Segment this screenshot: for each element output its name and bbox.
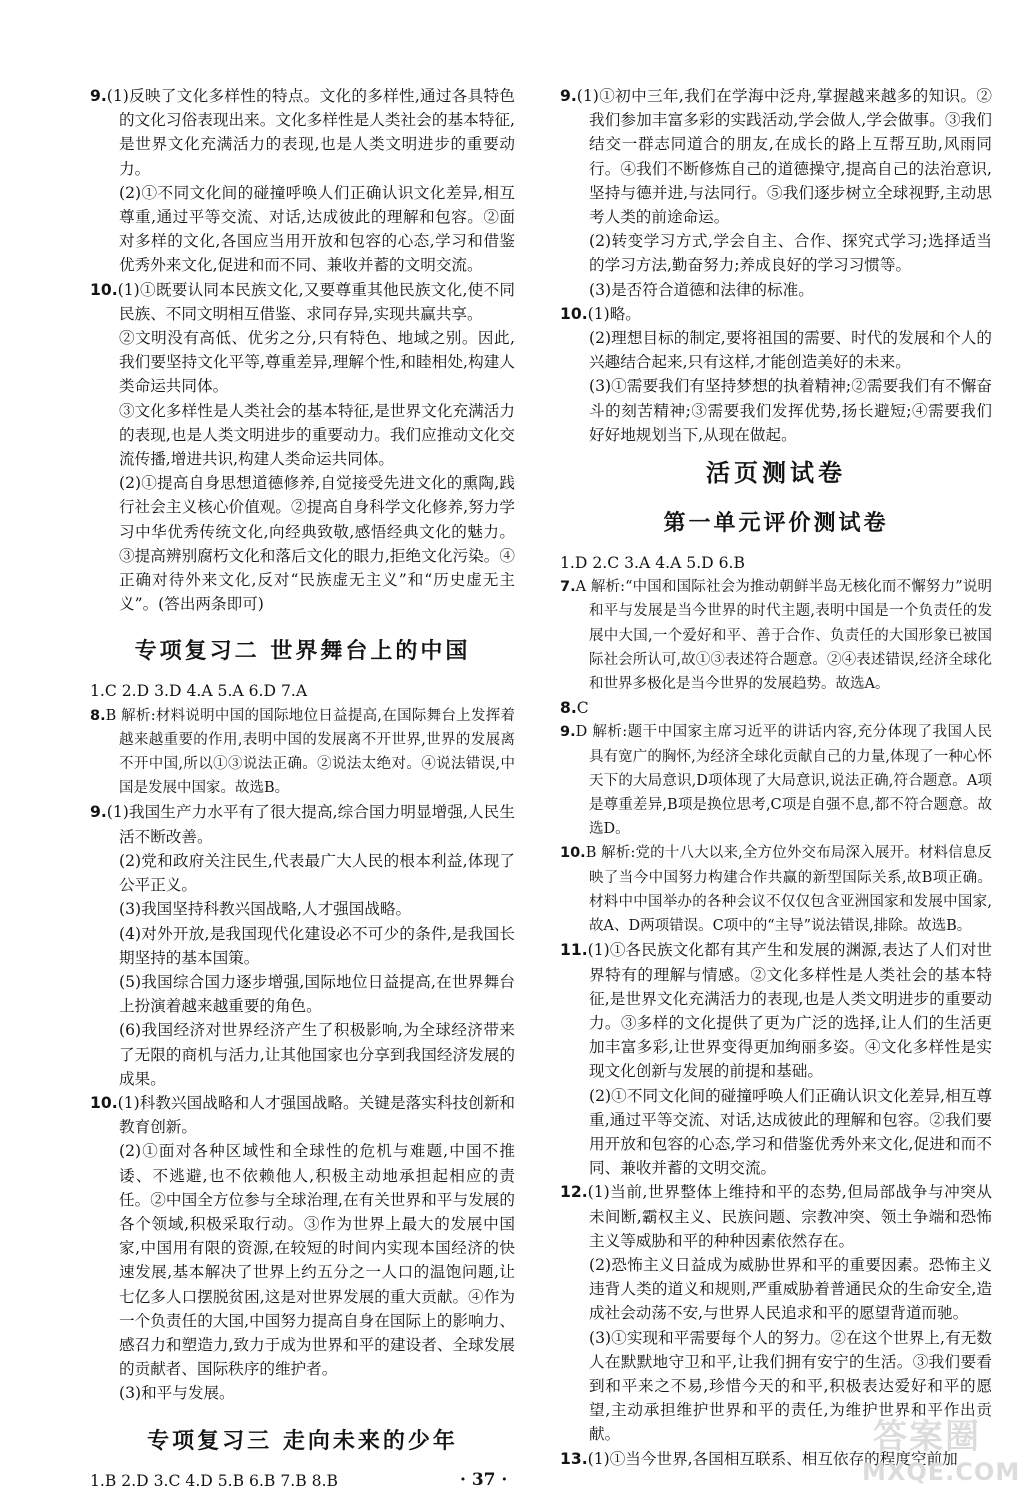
question-number: 8. <box>560 699 577 718</box>
answer-paragraph: (3)是否符合道德和法律的标准。 <box>589 280 814 299</box>
answer-text: B 解析:材料说明中国的国际地位日益提高,在国际舞台上发挥着越来越重要的作用,表明中国的发展离不开世界,世界的发展离不开中国,所以①③说法正确。②说法太绝对。④说法错误,中国是发展中国家。故选B。 <box>105 707 515 797</box>
answer-text: A 解析:“中国和国际社会为推动朝鲜半岛无核化而不懈努力”说明和平与发展是当今世界的时代主题,表明中国是一个负责任的发展中大国,一个爱好和平、善于合作、负责任的大国形象已被国际社会所认可,故①③表述符合题意。②④表述错误,经济全球化和世界多极化是当今世界的发展趋势。故选A。 <box>575 579 992 693</box>
choice-answers: 1.C 2.D 3.D 4.A 5.A 6.D 7.A <box>90 682 308 701</box>
answer-q10 <box>90 1091 515 1139</box>
answer-paragraph: (2)①不同文化间的碰撞呼唤人们正确认识文化差异,相互尊重,通过平等交流、对话,达成彼此的理解和包容。②我们要用开放和包容的心态,学习和借鉴优秀外来文化,促进和而不同、兼收并蓄的文明交流。 <box>589 1086 992 1178</box>
answer-paragraph: (6)我国经济对世界经济产生了积极影响,为全球经济带来了无限的商机与活力,让其他国家也分享到我国经济发展的成果。 <box>119 1021 515 1088</box>
question-number: 7. <box>560 579 576 596</box>
answer-paragraph: (3)我国坚持科教兴国战略,人才强国战略。 <box>119 900 412 919</box>
choice-answers: 1.D 2.C 3.A 4.A 5.D 6.B <box>560 554 745 573</box>
question-number: 9. <box>90 803 107 822</box>
left-column <box>90 84 515 1493</box>
answer-paragraph: (2)①提高自身思想道德修养,自觉接受先进文化的熏陶,践行社会主义核心价值观。②提高自身科学文化修养,努力学习中华优秀传统文化,向经典致敬,感悟经典文化的魅力。③提高辨别腐朽文化和落后文化的眼力,拒绝文化污染。④正确对待外来文化,反对“民族虚无主义”和“历史虚无主义”。(答出两条即可) <box>119 474 515 614</box>
answer-q10 <box>560 302 992 326</box>
question-number: 9. <box>560 87 577 105</box>
question-number: 13. <box>560 1449 588 1468</box>
answer-paragraph: (3)①实现和平需要每个人的努力。②在这个世界上,有无数人在默默地守卫和平,让我们拥有安宁的生活。③我们要看到和平来之不易,珍惜今天的和平,积极表达爱好和平的愿望,主动承担维护世界和平的责任,为维护世界和平作出贡献。 <box>589 1328 992 1444</box>
question-number: 10. <box>560 845 586 862</box>
watermark-logo <box>862 1417 1020 1500</box>
answer-paragraph: ②文明没有高低、优劣之分,只有特色、地域之别。因此,我们要坚持文化平等,尊重差异,理解个性,和睦相处,构建人类命运共同体。 <box>119 329 515 396</box>
answer-paragraph: (5)我国综合国力逐步增强,国际地位日益提高,在世界舞台上扮演着越来越重要的角色。 <box>119 972 515 1016</box>
question-number: 10. <box>560 304 588 323</box>
watermark-text: 答案圈 <box>873 1417 981 1457</box>
answer-text: (1)反映了文化多样性的特点。文化的多样性,通过各具特色的文化习俗表现出来。文化多样性是人类社会的基本特征,是世界文化充满活力的表现,也是人类文明进步的重要动力。 <box>106 87 515 178</box>
choice-answers: 1.B 2.D 3.C 4.D 5.B 6.B 7.B 8.B <box>90 1471 338 1490</box>
answer-q10 <box>90 278 515 326</box>
answer-q8 <box>90 704 515 801</box>
answer-paragraph: (2)①面对各种区域性和全球性的危机与难题,中国不推诿、不逃避,也不依赖他人,积极主动地承担起相应的责任。②中国全方位参与全球治理,在有关世界和平与发展的各个领域,积极采取行动。③作为世界上最大的发展中国家,中国用有限的资源,在较短的时间内实现本国经济的快速发展,基本解决了世界上约五分之一人口的温饱问题,让七亿多人口摆脱贫困,这是对世界发展的重大贡献。④作为一个负责任的大国,中国努力提高自身在国际上的影响力、感召力和塑造力,致力于成为世界和平的建设者、全球发展的贡献者、国际秩序的维护者。 <box>119 1142 515 1379</box>
answer-q7 <box>560 575 992 696</box>
answer-paragraph: (3)①需要我们有坚持梦想的执着精神;②需要我们有不懈奋斗的刻苦精神;③需要我们发挥优势,扬长避短;④需要我们好好地规划当下,从现在做起。 <box>589 377 992 444</box>
answer-text: (1)①既要认同本民族文化,又要尊重其他民族文化,使不同民族、不同文明相互借鉴、求同存异,实现共赢共享。 <box>117 280 515 323</box>
answer-text: (1)我国生产力水平有了很大提高,综合国力明显增强,人民生活不断改善。 <box>106 803 515 846</box>
question-number: 10. <box>90 280 118 299</box>
answer-q10 <box>560 841 992 938</box>
section-heading-review-3: 专项复习三 走向未来的少年 <box>147 1428 458 1454</box>
answer-paragraph: (3)和平与发展。 <box>119 1384 235 1403</box>
main-heading: 活页测试卷 <box>706 459 846 488</box>
question-number: 10. <box>90 1093 118 1112</box>
answer-text: C <box>576 699 589 718</box>
answer-paragraph: (2)理想目标的制定,要将祖国的需要、时代的发展和个人的兴趣结合起来,只有这样,才能创造美好的未来。 <box>589 329 992 372</box>
answer-q9 <box>560 84 992 229</box>
question-number: 11. <box>560 941 588 960</box>
answer-paragraph: (2)党和政府关注民生,代表最广大人民的根本利益,体现了公平正义。 <box>119 851 515 895</box>
answer-text: (1)科教兴国战略和人才强国战略。关键是落实科技创新和教育创新。 <box>117 1093 515 1137</box>
answer-paragraph: ③文化多样性是人类社会的基本特征,是世界文化充满活力的表现,也是人类文明进步的重要动力。我们应推动文化交流传播,增进共识,构建人类命运共同体。 <box>119 401 515 469</box>
answer-text: (1)①当今世界,各国相互联系、相互依存的程度空前加 <box>587 1449 958 1468</box>
answer-q9 <box>90 84 515 181</box>
question-number: 9. <box>90 87 107 105</box>
right-column <box>560 84 992 1471</box>
question-number: 9. <box>560 724 576 741</box>
answer-paragraph: (4)对外开放,是我国现代化建设必不可少的条件,是我国长期坚持的基本国策。 <box>119 924 515 967</box>
unit-heading: 第一单元评价测试卷 <box>663 511 889 537</box>
question-number: 8. <box>90 707 106 724</box>
page-number: · 37 · <box>460 1470 508 1490</box>
answer-paragraph: (2)恐怖主义日益成为威胁世界和平的重要因素。恐怖主义违背人类的道义和规则,严重威胁着普通民众的生命安全,造成社会动荡不安,与世界人民追求和平的愿望背道而驰。 <box>589 1255 992 1323</box>
answer-text: (1)略。 <box>587 304 641 323</box>
question-number: 12. <box>560 1183 588 1202</box>
answer-text: (1)①各民族文化都有其产生和发展的渊源,表达了人们对世界特有的理解与情感。②文化多样性是人类社会的基本特征,是世界文化充满活力的表现,也是人类文明进步的重要动力。③多样的文化提供了更为广泛的选择,让人们的生活更加丰富多彩,让世界变得更加绚丽多姿。④文化多样性是实现文化创新与发展的前提和基础。 <box>587 941 992 1081</box>
answer-paragraph: (2)转变学习方式,学会自主、合作、探究式学习;选择适当的学习方法,勤奋努力;养成良好的学习习惯等。 <box>589 232 992 275</box>
watermark-url: MXQE.COM <box>862 1458 1020 1486</box>
answer-text: D 解析:题干中国家主席习近平的讲话内容,充分体现了我国人民具有宽广的胸怀,为经济全球化贡献自己的力量,体现了一种心怀天下的大局意识,D项体现了大局意识,说法正确,符合题意。A项是尊重差异,B项是换位思考,C项是自强不息,都不符合题意。故选D。 <box>575 724 992 838</box>
answer-text: B 解析:党的十八大以来,全方位外交布局深入展开。材料信息反映了当今中国努力构建合作共赢的新型国际关系,故B项正确。材料中中国举办的各种会议不仅仅包含亚洲国家和发展中国家,故A、D两项错误。C项中的“主导”说法错误,排除。故选B。 <box>585 845 992 935</box>
answer-q12 <box>560 1180 992 1253</box>
answer-text: (1)当前,世界整体上维持和平的态势,但局部战争与冲突从未间断,霸权主义、民族问题、宗教冲突、领土争端和恐怖主义等威胁和平的种种因素依然存在。 <box>587 1183 992 1250</box>
answer-q8 <box>560 696 992 720</box>
answer-q9 <box>560 720 992 841</box>
answer-q9 <box>90 800 515 848</box>
answer-q11 <box>560 938 992 1083</box>
answer-paragraph: (2)①不同文化间的碰撞呼唤人们正确认识文化差异,相互尊重,通过平等交流、对话,达成彼此的理解和包容。②面对多样的文化,各国应当用开放和包容的心态,学习和借鉴优秀外来文化,促进和而不同、兼收并蓄的文明交流。 <box>119 183 515 275</box>
answer-text: (1)①初中三年,我们在学海中泛舟,掌握越来越多的知识。②我们参加丰富多彩的实践活动,学会做人,学会做事。③我们结交一群志同道合的朋友,在成长的路上互帮互助,风雨同行。④我们不断修炼自己的道德操守,提高自己的法治意识,坚持与德并进,与法同行。⑤我们逐步树立全球视野,主动思考人类的前途命运。 <box>576 87 992 227</box>
section-heading-review-2: 专项复习二 世界舞台上的中国 <box>134 639 471 665</box>
